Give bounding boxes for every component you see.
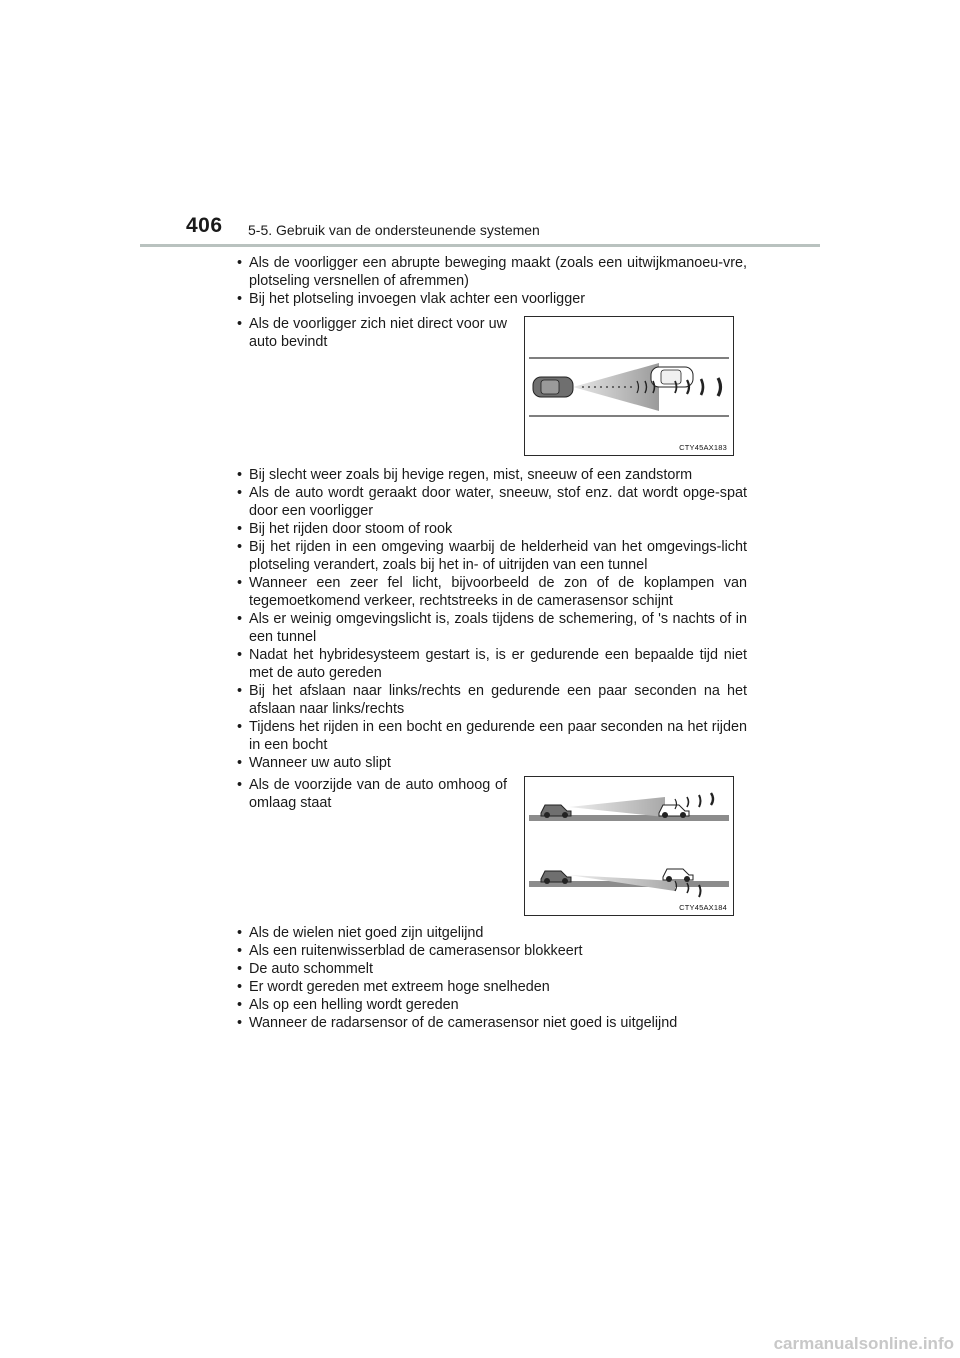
- list-item: • De auto schommelt: [237, 960, 747, 978]
- preceding-car-icon: [651, 367, 693, 387]
- watermark: carmanualsonline.info: [773, 1334, 954, 1353]
- preceding-car-top-icon: [659, 805, 689, 818]
- own-car-top-icon: [541, 805, 571, 818]
- list-item: • Als op een helling wordt gereden: [237, 996, 747, 1014]
- list-item: • Als er weinig omgevingslicht is, zoals tijdens de schemering, of 's nachts of in een tunnel: [237, 610, 747, 646]
- list-item: • Tijdens het rijden in een bocht en gedurende een paar seconden na het rijden in een bocht: [237, 718, 747, 754]
- figure-vehicle-pitch: [524, 776, 734, 916]
- bullet-list-4: [237, 776, 507, 812]
- figure-offset-vehicle: [524, 316, 734, 456]
- list-item: • Als de voorzijde van de auto omhoog of omlaag staat: [237, 776, 507, 812]
- list-item: • Als een ruitenwisserblad de camerasensor blokkeert: [237, 942, 747, 960]
- list-item: • Bij het plotseling invoegen vlak achter een voorligger: [237, 290, 747, 308]
- figure-code: CTY45AX184: [679, 903, 727, 912]
- list-item: • Bij slecht weer zoals bij hevige regen, mist, sneeuw of een zandstorm: [237, 466, 747, 484]
- list-item: • Als de voorligger zich niet direct voor uw auto bevindt: [237, 315, 507, 351]
- list-item: • Wanneer uw auto slipt: [237, 754, 747, 772]
- list-item: • Bij het rijden in een omgeving waarbij de helderheid van het omgevings-licht plotseling verandert, zoals bij het in- of uitrijden van een tunnel: [237, 538, 747, 574]
- list-item: • Als de auto wordt geraakt door water, sneeuw, stof enz. dat wordt opge-spat door een voorligger: [237, 484, 747, 520]
- list-item: • Wanneer de radarsensor of de camerasensor niet goed is uitgelijnd: [237, 1014, 747, 1032]
- radar-beam-top: [569, 797, 665, 817]
- list-item: • Bij het rijden door stoom of rook: [237, 520, 747, 538]
- list-item: • Er wordt gereden met extreem hoge snelheden: [237, 978, 747, 996]
- own-car-bottom-icon: [541, 871, 571, 884]
- figure-code: CTY45AX183: [679, 443, 727, 452]
- bullet-list-5: [237, 924, 747, 1032]
- dotted-path: [582, 386, 632, 388]
- illustration-offset-vehicle: [525, 317, 733, 455]
- list-item: • Als de wielen niet goed zijn uitgelijnd: [237, 924, 747, 942]
- list-item: • Bij het afslaan naar links/rechts en gedurende een paar seconden na het afslaan naar links/rechts: [237, 682, 747, 718]
- preceding-car-bottom-icon: [663, 869, 693, 882]
- list-item: • Nadat het hybridesysteem gestart is, is er gedurende een bepaalde tijd niet met de auto gereden: [237, 646, 747, 682]
- bullet-list-1: [237, 254, 747, 308]
- list-item: • Wanneer een zeer fel licht, bijvoorbeeld de zon of de koplampen van tegemoetkomend verkeer, rechtstreeks in de camerasensor schijnt: [237, 574, 747, 610]
- illustration-vehicle-pitch: [525, 777, 733, 915]
- bullet-list-3: [237, 466, 747, 772]
- list-item: • Als de voorligger een abrupte beweging maakt (zoals een uitwijkmanoeu-vre, plotseling versnellen of afremmen): [237, 254, 747, 290]
- page-number: 406: [186, 214, 223, 237]
- bullet-list-2: [237, 315, 507, 351]
- section-title: 5-5. Gebruik van de ondersteunende systemen: [248, 222, 540, 238]
- own-car-icon: [533, 377, 573, 397]
- header-rule: [140, 244, 820, 247]
